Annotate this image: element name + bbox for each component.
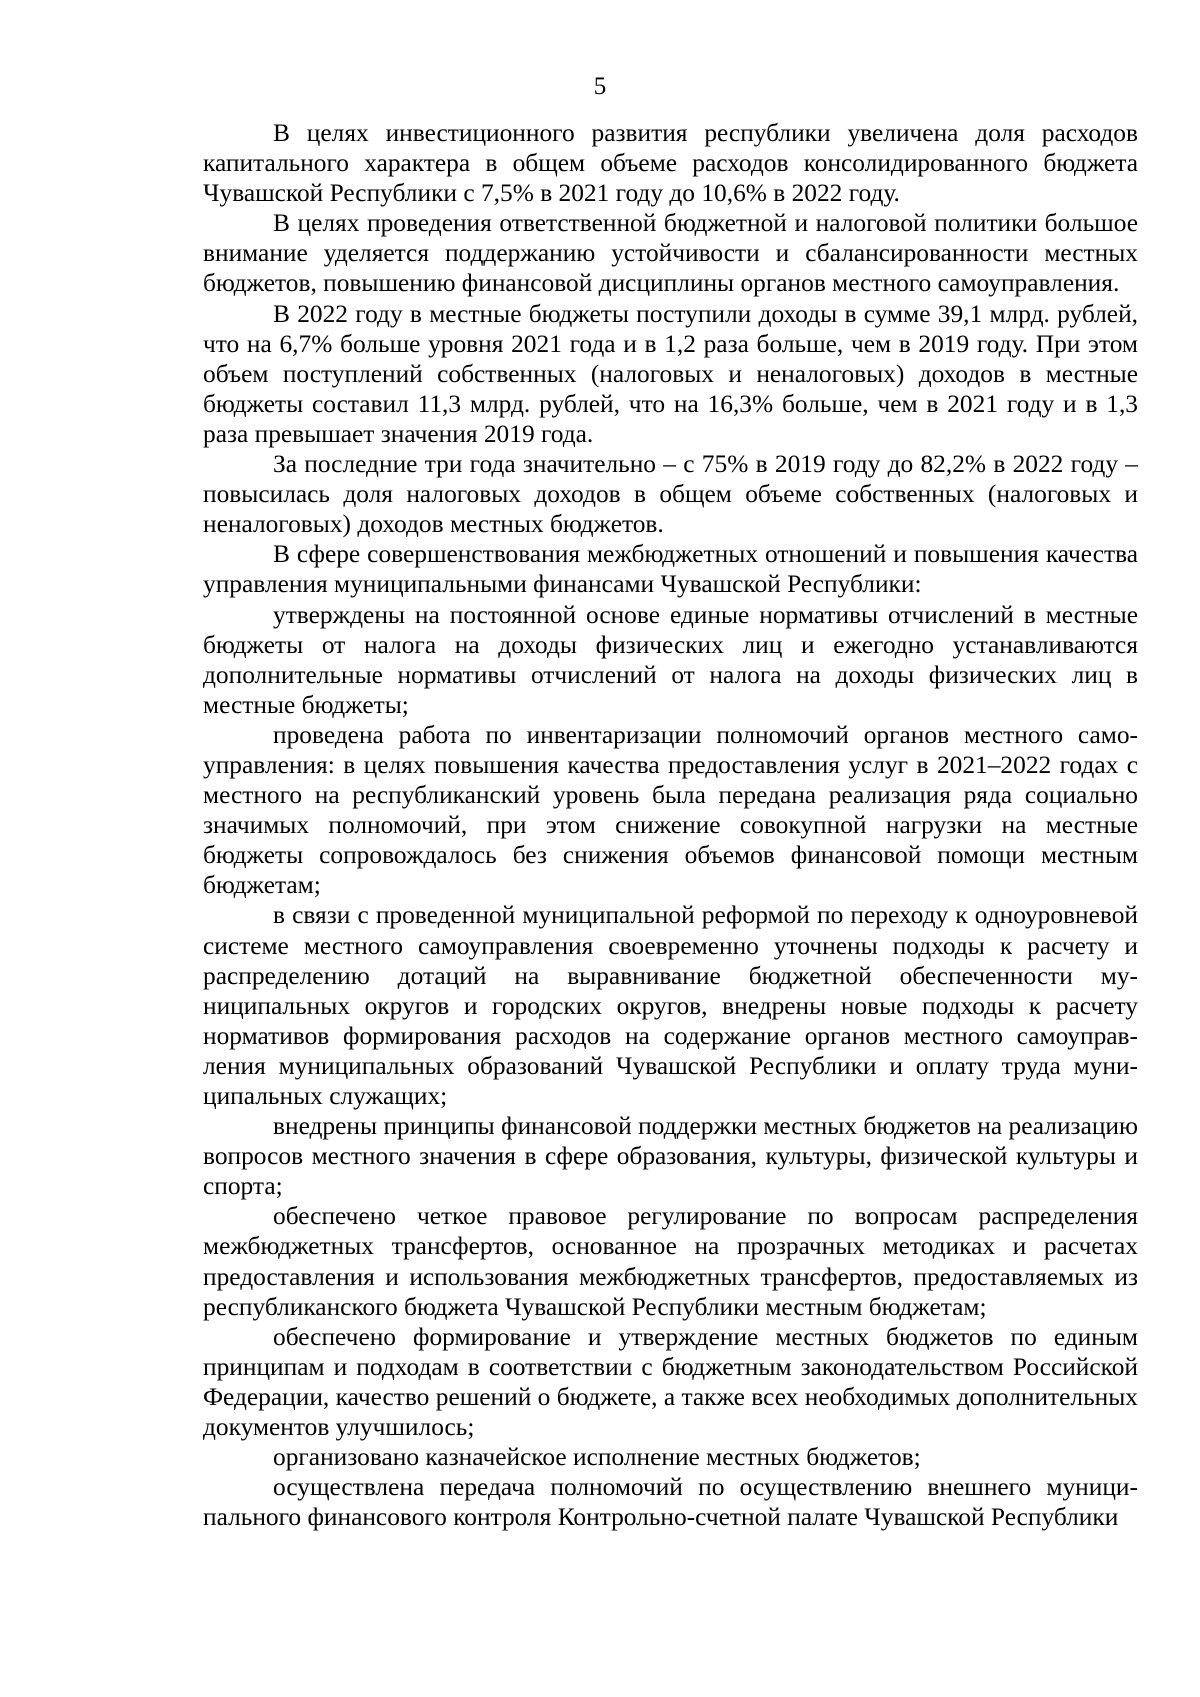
paragraph-interbudget-relations: В сфере совершенствования межбюджетных отношений и повышения качества управления муниципальными финансами Чувашской Республики: [203, 540, 1138, 599]
paragraph-tax-share: За последние три года значительно – с 75% в 2019 году до 82,2% в 2022 году – повысилась доля налоговых доходов в общем объеме собственных (налоговых и неналоговых) доходов местных бюджетов. [203, 450, 1138, 539]
paragraph-tax-standards: утверждены на постоянной основе единые нормативы отчислений в местные бюджеты от налога на доходы физических лиц и ежегодно устанавливаются дополнительные нормативы отчислений от налога на доходы физических лиц в местные бюджеты; [203, 600, 1138, 719]
paragraph-powers-inventory: проведена работа по инвентаризации полномочий органов местного самоуправления: в целях повышения качества предоставления услуг в 2021–2022 годах с местного на республиканский уровень была передана реализация ряда социально значимых полномочий, при этом снижение совокупной нагрузки на местные бюджеты сопровождалось без снижения объемов финансовой помощи местным бюджетам; [203, 720, 1138, 900]
paragraph-treasury-execution: организовано казначейское исполнение местных бюджетов; [273, 1443, 921, 1472]
paragraph-audit-powers: осуществлена передача полномочий по осуществлению внешнего муниципального финансового контроля Контрольно-счетной палате Чувашской Республики [203, 1473, 1138, 1532]
paragraph-budget-formation: обеспечено формирование и утверждение местных бюджетов по единым принципам и подходам в соответствии с бюджетным законодательством Российской Федерации, качество решений о бюджете, а также всех необходимых дополнительных документов улучшилось; [203, 1322, 1138, 1442]
page-number: 5 [593, 73, 607, 100]
paragraph-budget-policy: В целях проведения ответственной бюджетной и налоговой политики большое внимание уделяется поддержанию устойчивости и сбалансированности местных бюджетов, повышению финансовой дисциплины органов местного самоуправления. [203, 209, 1138, 298]
paragraph-financial-support: внедрены принципы финансовой поддержки местных бюджетов на реализацию вопросов местного значения в сфере образования, культуры, физической культуры и спорта; [203, 1112, 1138, 1201]
paragraph-municipal-reform: в связи с проведенной муниципальной реформой по переходу к одноуровневой системе местного самоуправления своевременно уточнены подходы к расчету и распределению дотаций на выравнивание бюджетной обеспеченности муниципальных округов и городских округов, внедрены новые подходы к расчету нормативов формирования расходов на содержание органов местного самоуправления муниципальных образований Чувашской Республики и оплату труда муниципальных служащих; [203, 901, 1138, 1110]
paragraph-local-revenues: В 2022 году в местные бюджеты поступили доходы в сумме 39,1 млрд. рублей, что на 6,7% больше уровня 2021 года и в 1,2 раза больше, чем в 2019 году. При этом объем поступлений собственных (налоговых и неналоговых) доходов в местные бюджеты составил 11,3 млрд. рублей, что на 16,3% больше, чем в 2021 году и в 1,3 раза превышает значения 2019 года. [203, 299, 1138, 448]
paragraph-capital-expenses: В целях инвестиционного развития республики увеличена доля расходов капитального характера в общем объеме расходов консолидированного бюджета Чувашской Республики с 7,5% в 2021 году до 10,6% в 2022 году. [203, 119, 1138, 208]
paragraph-legal-regulation: обеспечено четкое правовое регулирование по вопросам распределения межбюджетных трансфертов, основанное на прозрачных методиках и расчетах предоставления и использования межбюджетных трансфертов, предоставляемых из республиканского бюджета Чувашской Республики местным бюджетам; [203, 1202, 1138, 1321]
document-body [203, 118, 1138, 1532]
